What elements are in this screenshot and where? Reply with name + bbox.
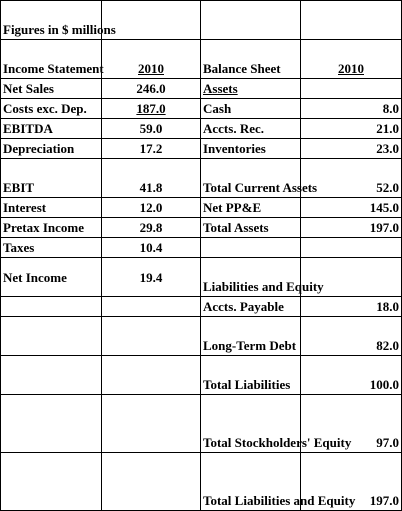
- assets-label: Assets: [203, 81, 238, 96]
- table-row: [1, 40, 402, 79]
- pretax-income-value: 29.8: [102, 218, 201, 238]
- balance-sheet-label: Balance Sheet: [201, 40, 301, 79]
- income-statement-label: Income Statement: [1, 40, 102, 79]
- table-row: [1, 238, 402, 258]
- net-sales-value: 246.0: [102, 79, 201, 99]
- cash-value: 8.0: [301, 99, 402, 119]
- cash-label: Cash: [201, 99, 301, 119]
- total-liabilities-equity-label: Total Liabilities and Equity: [201, 453, 301, 511]
- net-ppe-value: 145.0: [301, 198, 402, 218]
- table-row: [1, 297, 402, 317]
- total-liabilities-value: 100.0: [301, 356, 402, 395]
- table-row: [1, 317, 402, 356]
- table-row: [1, 119, 402, 139]
- inventories-value: 23.0: [301, 139, 402, 159]
- total-assets-label: Total Assets: [201, 218, 301, 238]
- inventories-label: Inventories: [201, 139, 301, 159]
- table-row: [1, 395, 402, 453]
- interest-label: Interest: [1, 198, 102, 218]
- balance-year: 2010: [338, 61, 364, 76]
- accounts-payable-label: Accts. Payable: [201, 297, 301, 317]
- net-sales-label: Net Sales: [1, 79, 102, 99]
- ebit-value: 41.8: [102, 159, 201, 198]
- long-term-debt-value: 82.0: [301, 317, 402, 356]
- total-assets-value: 197.0: [301, 218, 402, 238]
- ebit-label: EBIT: [1, 159, 102, 198]
- net-ppe-label: Net PP&E: [201, 198, 301, 218]
- total-liabilities-equity-value: 197.0: [301, 453, 402, 511]
- table-row: [1, 356, 402, 395]
- ebitda-value: 59.0: [102, 119, 201, 139]
- accounts-payable-value: 18.0: [301, 297, 402, 317]
- interest-value: 12.0: [102, 198, 201, 218]
- table-row: [1, 139, 402, 159]
- depreciation-value: 17.2: [102, 139, 201, 159]
- accounts-receivable-label: Accts. Rec.: [201, 119, 301, 139]
- total-liabilities-label: Total Liabilities: [201, 356, 301, 395]
- total-stockholders-equity-label: Total Stockholders' Equity: [201, 395, 301, 453]
- liabilities-equity-label: Liabilities and Equity: [201, 258, 301, 297]
- total-stockholders-equity-value: 97.0: [301, 395, 402, 453]
- table-row: [1, 79, 402, 99]
- taxes-label: Taxes: [1, 238, 102, 258]
- table-row: [1, 1, 402, 40]
- long-term-debt-label: Long-Term Debt: [201, 317, 301, 356]
- table-row: [1, 198, 402, 218]
- costs-label: Costs exc. Dep.: [1, 99, 102, 119]
- taxes-value: 10.4: [102, 238, 201, 258]
- table-row: [1, 159, 402, 198]
- income-year: 2010: [138, 61, 164, 76]
- table-row: [1, 258, 402, 297]
- costs-value: 187.0: [136, 101, 166, 116]
- figures-label: Figures in $ millions: [1, 1, 102, 40]
- net-income-label: Net Income: [1, 258, 102, 297]
- pretax-income-label: Pretax Income: [1, 218, 102, 238]
- total-current-assets-label: Total Current Assets: [201, 159, 301, 198]
- table-row: [1, 218, 402, 238]
- net-income-value: 19.4: [102, 258, 201, 297]
- table-row: [1, 99, 402, 119]
- table-row: [1, 453, 402, 511]
- total-current-assets-value: 52.0: [301, 159, 402, 198]
- depreciation-label: Depreciation: [1, 139, 102, 159]
- accounts-receivable-value: 21.0: [301, 119, 402, 139]
- ebitda-label: EBITDA: [1, 119, 102, 139]
